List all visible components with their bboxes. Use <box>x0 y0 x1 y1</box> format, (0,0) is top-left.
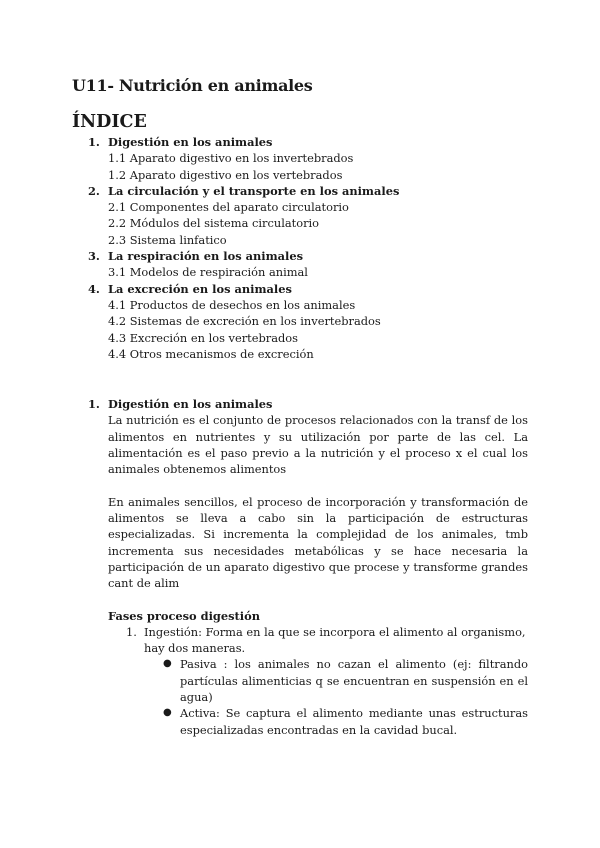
indice-title: ÍNDICE <box>72 112 147 132</box>
toc-subitem: 2.3 Sistema linfatico <box>108 232 227 247</box>
toc-section-number: 3. <box>88 249 100 264</box>
table-of-contents <box>72 134 542 362</box>
toc-section-4 <box>72 281 542 297</box>
bullet-item-pasiva <box>72 656 528 705</box>
section-heading <box>72 396 528 412</box>
fases-heading: Fases proceso digestión <box>108 608 260 623</box>
bullet-icon: ● <box>163 658 172 670</box>
toc-section-number: 1. <box>88 135 100 149</box>
paragraph-nutricion: La nutrición es el conjunto de procesos relacionados con la transf de los alimentos en nutrientes y su utilización por parte de las cel. La alimentación es el paso previo a la nutrición y el proceso x el cual los animales obtenemos alimentos <box>108 413 528 477</box>
toc-subitem: 2.2 Módulos del sistema circulatorio <box>108 216 320 231</box>
toc-section-title: La respiración en los animales <box>108 249 304 264</box>
list-item-text: Ingestión: Forma en la que se incorpora el alimento al organismo, hay dos maneras. <box>144 624 526 656</box>
bullet-text: Pasiva : los animales no cazan el alimento (ej: filtrando partículas alimenticias q se encuentran en suspensión en el agua) <box>180 657 528 705</box>
toc-section-number: 4. <box>88 281 100 296</box>
toc-subitem: 4.4 Otros mecanismos de excreción <box>108 346 314 361</box>
toc-subitem: 1.2 Aparato digestivo en los vertebrados <box>108 167 343 182</box>
list-item-number: 1. <box>126 624 137 639</box>
section-number: 1. <box>88 397 100 411</box>
toc-subitem: 2.1 Componentes del aparato circulatorio <box>108 200 349 215</box>
bullet-item-activa <box>72 705 528 738</box>
list-item-ingestion <box>72 624 528 657</box>
section-digestion <box>72 396 528 738</box>
toc-subitem: 1.1 Aparato digestivo en los invertebrados <box>108 151 354 166</box>
toc-subitem: 4.1 Productos de desechos en los animales <box>108 297 356 312</box>
toc-section-title: Digestión en los animales <box>108 135 273 149</box>
bullet-text: Activa: Se captura el alimento mediante unas estructuras especializadas encontradas en la cavidad bucal. <box>180 706 528 737</box>
toc-subitem: 4.3 Excreción en los vertebrados <box>108 330 299 345</box>
toc-section-title: La circulación y el transporte en los animales <box>108 183 400 198</box>
unit-title: U11- Nutrición en animales <box>72 76 313 95</box>
toc-subitem: 3.1 Modelos de respiración animal <box>108 265 308 280</box>
toc-section-3 <box>72 248 542 264</box>
toc-section-2 <box>72 183 542 199</box>
toc-section-title: La excreción en los animales <box>108 281 292 296</box>
toc-subitem: 4.2 Sistemas de excreción en los invertebrados <box>108 314 381 329</box>
toc-section-number: 2. <box>88 183 100 198</box>
toc-section-1 <box>72 134 542 150</box>
section-title: Digestión en los animales <box>108 397 273 411</box>
bullet-icon: ● <box>163 707 172 719</box>
paragraph-animales-sencillos: En animales sencillos, el proceso de incorporación y transformación de alimentos se lleva a cabo sin la participación de estructuras especializadas. Si incrementa la complejidad de los animales, tmb incrementa sus necesidades metabólicas y se hace necesaria la participación de un aparato digestivo que procese y transforme grandes cant de alim <box>108 494 528 591</box>
